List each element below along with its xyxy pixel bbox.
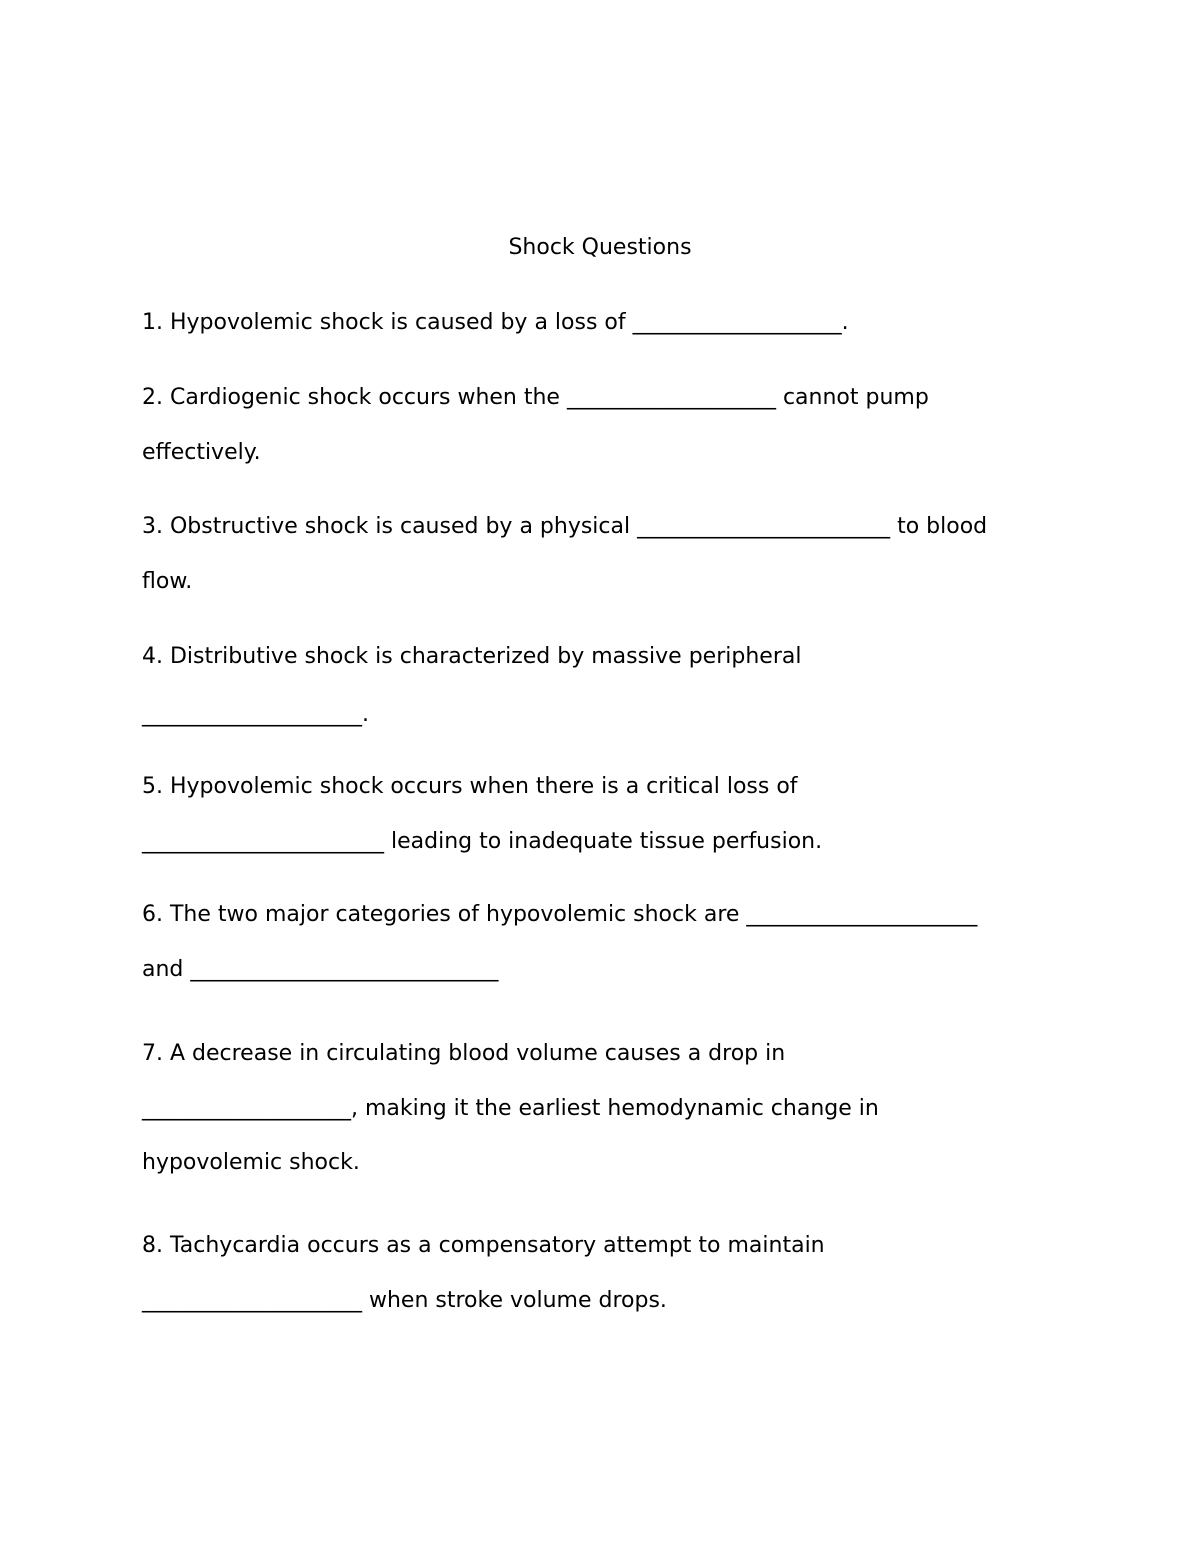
question-7-line-1: 7. A decrease in circulating blood volume causes a drop in <box>142 1041 786 1066</box>
question-6-line-2: and ____________________________ <box>142 957 499 982</box>
question-6-line-1: 6. The two major categories of hypovolemic shock are _____________________ <box>142 902 978 927</box>
question-5-line-2: ______________________ leading to inadequate tissue perfusion. <box>142 829 823 854</box>
document-title: Shock Questions <box>508 235 692 260</box>
question-2-line-2: effectively. <box>142 440 261 465</box>
question-3-line-1: 3. Obstructive shock is caused by a physical _______________________ to blood <box>142 514 988 539</box>
question-3-line-2: flow. <box>142 569 193 594</box>
question-8-line-1: 8. Tachycardia occurs as a compensatory attempt to maintain <box>142 1233 825 1258</box>
question-8-line-2: ____________________ when stroke volume drops. <box>142 1288 667 1313</box>
question-2-line-1: 2. Cardiogenic shock occurs when the ___________________ cannot pump <box>142 385 929 410</box>
question-1-line-1: 1. Hypovolemic shock is caused by a loss of ___________________. <box>142 310 849 335</box>
question-4-line-1: 4. Distributive shock is characterized by massive peripheral <box>142 644 802 669</box>
question-5-line-1: 5. Hypovolemic shock occurs when there is a critical loss of <box>142 774 798 799</box>
question-7-line-3: hypovolemic shock. <box>142 1150 360 1175</box>
question-7-line-2: ___________________, making it the earliest hemodynamic change in <box>142 1096 879 1121</box>
question-4-line-2: ____________________. <box>142 702 369 727</box>
